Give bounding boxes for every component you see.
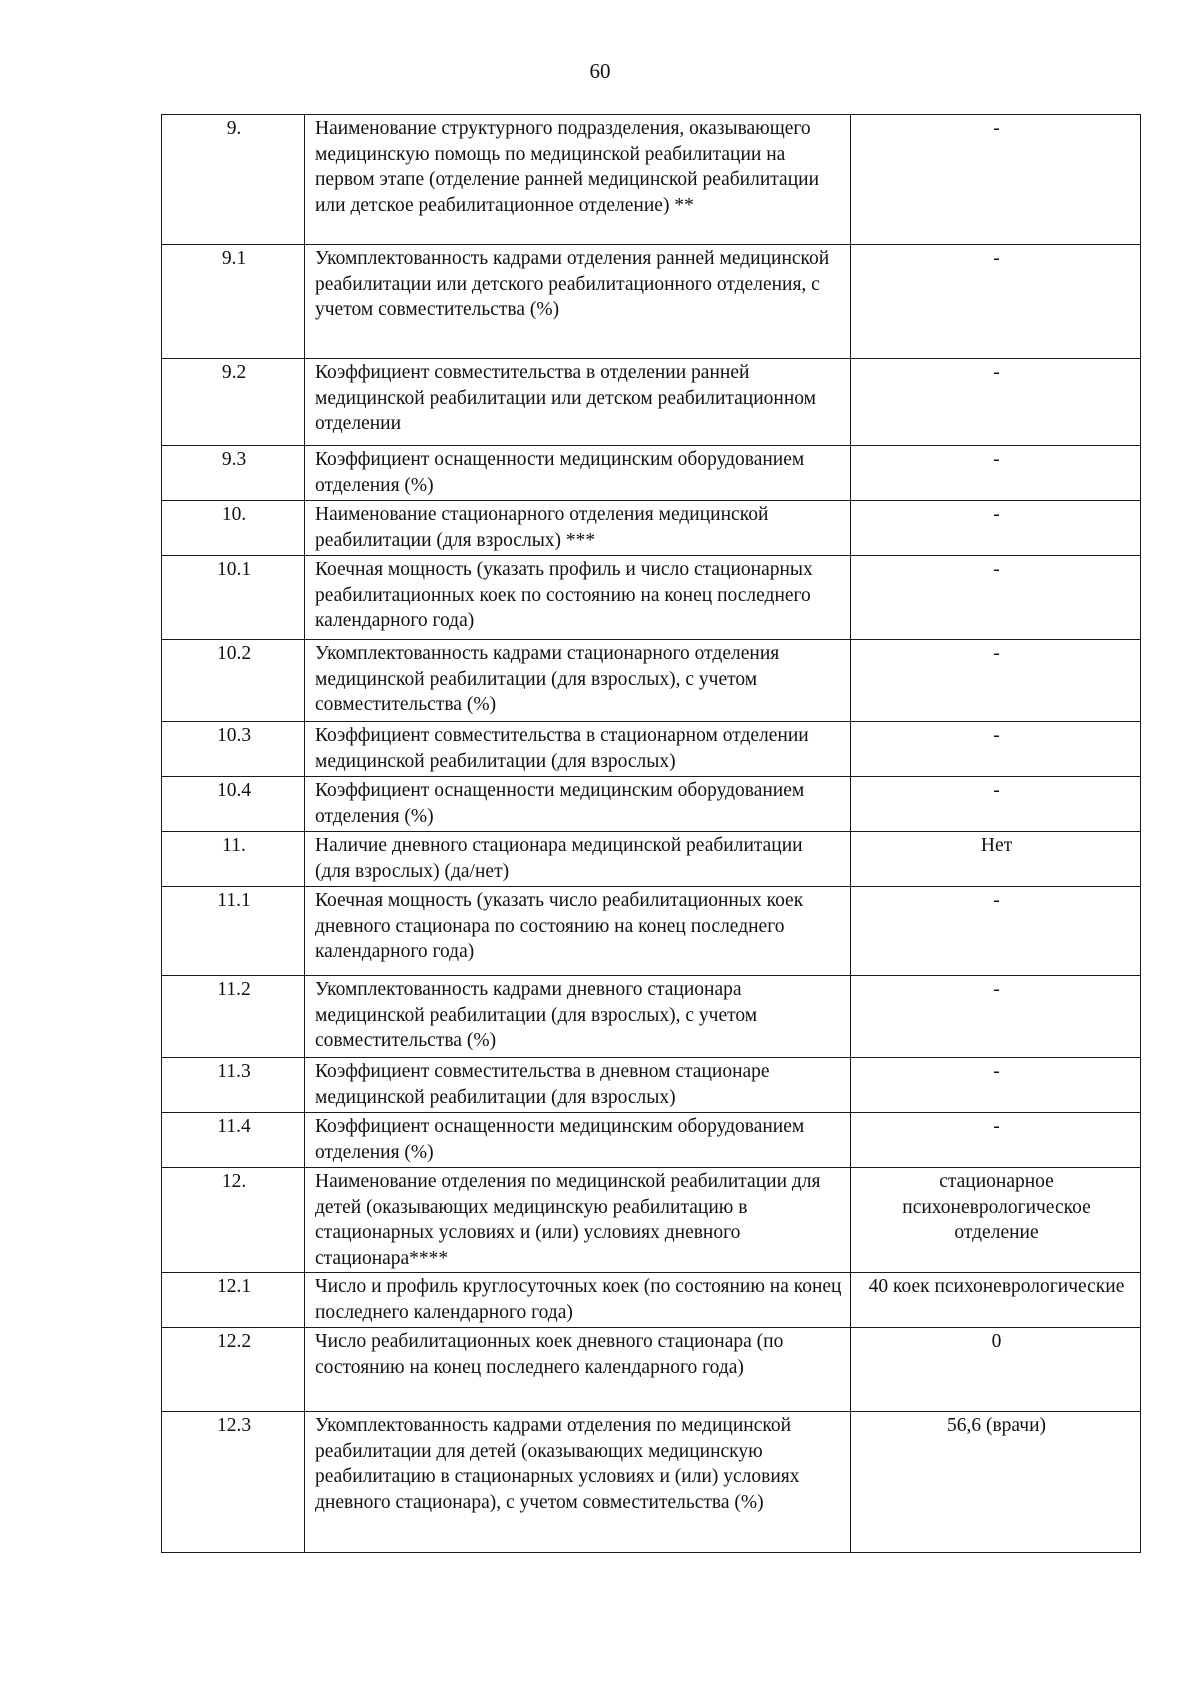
table-row: [162, 887, 1141, 976]
row-description: Наименование отделения по медицинской реабилитации для детей (оказывающих медицинскую реабилитацию в стационарных условиях и (или) условиях дневного стационара****: [305, 1168, 851, 1273]
row-value: 40 коек психоневрологические: [851, 1273, 1141, 1328]
table-row: [162, 976, 1141, 1058]
table-row: [162, 777, 1141, 832]
table-row: [162, 556, 1141, 640]
row-description: Число реабилитационных коек дневного стационара (по состоянию на конец последнего календарного года): [305, 1328, 851, 1412]
row-description: Наименование структурного подразделения, оказывающего медицинскую помощь по медицинской реабилитации на первом этапе (отделение ранней медицинской реабилитации или детское реабилитационное отделение) **: [305, 115, 851, 245]
row-value: Нет: [851, 832, 1141, 887]
table-row: [162, 722, 1141, 777]
row-number: 12.1: [162, 1273, 305, 1328]
row-number: 9.3: [162, 446, 305, 501]
row-number: 10.: [162, 501, 305, 556]
row-value: -: [851, 1113, 1141, 1168]
row-value: -: [851, 501, 1141, 556]
row-description: Укомплектованность кадрами стационарного отделения медицинской реабилитации (для взрослых), с учетом совместительства (%): [305, 640, 851, 722]
table-row: [162, 1273, 1141, 1328]
row-number: 11.4: [162, 1113, 305, 1168]
page-number: 60: [589, 59, 611, 83]
row-number: 12.2: [162, 1328, 305, 1412]
row-description: Коечная мощность (указать профиль и число стационарных реабилитационных коек по состоянию на конец последнего календарного года): [305, 556, 851, 640]
indicators-table: [161, 114, 1141, 1553]
table-row: [162, 640, 1141, 722]
row-description: Коечная мощность (указать число реабилитационных коек дневного стационара по состоянию на конец последнего календарного года): [305, 887, 851, 976]
row-number: 11.3: [162, 1058, 305, 1113]
row-number: 10.4: [162, 777, 305, 832]
row-value: -: [851, 976, 1141, 1058]
row-number: 10.1: [162, 556, 305, 640]
row-number: 12.3: [162, 1412, 305, 1553]
row-description: Укомплектованность кадрами отделения по медицинской реабилитации для детей (оказывающих медицинскую реабилитацию в стационарных условиях и (или) условиях дневного стационара), с учетом совместительства (%): [305, 1412, 851, 1553]
row-description: Коэффициент совместительства в стационарном отделении медицинской реабилитации (для взрослых): [305, 722, 851, 777]
row-value: 0: [851, 1328, 1141, 1412]
row-description: Укомплектованность кадрами отделения ранней медицинской реабилитации или детского реабилитационного отделения, с учетом совместительства (%): [305, 245, 851, 359]
row-description: Наличие дневного стационара медицинской реабилитации (для взрослых) (да/нет): [305, 832, 851, 887]
row-description: Укомплектованность кадрами дневного стационара медицинской реабилитации (для взрослых), с учетом совместительства (%): [305, 976, 851, 1058]
row-value: стационарное психоневрологическое отделение: [851, 1168, 1141, 1273]
row-value: -: [851, 887, 1141, 976]
row-value: -: [851, 1058, 1141, 1113]
row-number: 10.3: [162, 722, 305, 777]
table-row: [162, 1058, 1141, 1113]
table-row: [162, 1328, 1141, 1412]
row-value: -: [851, 777, 1141, 832]
table-row: [162, 501, 1141, 556]
row-number: 11.1: [162, 887, 305, 976]
row-description: Коэффициент совместительства в отделении ранней медицинской реабилитации или детском реабилитационном отделении: [305, 359, 851, 446]
row-value: -: [851, 640, 1141, 722]
table-row: [162, 1412, 1141, 1553]
row-number: 9.: [162, 115, 305, 245]
row-number: 11.2: [162, 976, 305, 1058]
row-description: Коэффициент оснащенности медицинским оборудованием отделения (%): [305, 777, 851, 832]
table-row: [162, 1168, 1141, 1273]
row-number: 9.2: [162, 359, 305, 446]
row-value: -: [851, 556, 1141, 640]
table-row: [162, 359, 1141, 446]
row-description: Коэффициент оснащенности медицинским оборудованием отделения (%): [305, 1113, 851, 1168]
row-description: Число и профиль круглосуточных коек (по состоянию на конец последнего календарного года): [305, 1273, 851, 1328]
row-value: -: [851, 446, 1141, 501]
row-description: Коэффициент оснащенности медицинским оборудованием отделения (%): [305, 446, 851, 501]
table-row: [162, 1113, 1141, 1168]
row-value: 56,6 (врачи): [851, 1412, 1141, 1553]
row-value: -: [851, 245, 1141, 359]
row-number: 10.2: [162, 640, 305, 722]
row-number: 12.: [162, 1168, 305, 1273]
table-row: [162, 446, 1141, 501]
table-row: [162, 115, 1141, 245]
table-row: [162, 832, 1141, 887]
row-description: Коэффициент совместительства в дневном стационаре медицинской реабилитации (для взрослых): [305, 1058, 851, 1113]
row-description: Наименование стационарного отделения медицинской реабилитации (для взрослых) ***: [305, 501, 851, 556]
table-row: [162, 245, 1141, 359]
row-number: 9.1: [162, 245, 305, 359]
row-value: -: [851, 359, 1141, 446]
row-number: 11.: [162, 832, 305, 887]
row-value: -: [851, 722, 1141, 777]
row-value: -: [851, 115, 1141, 245]
